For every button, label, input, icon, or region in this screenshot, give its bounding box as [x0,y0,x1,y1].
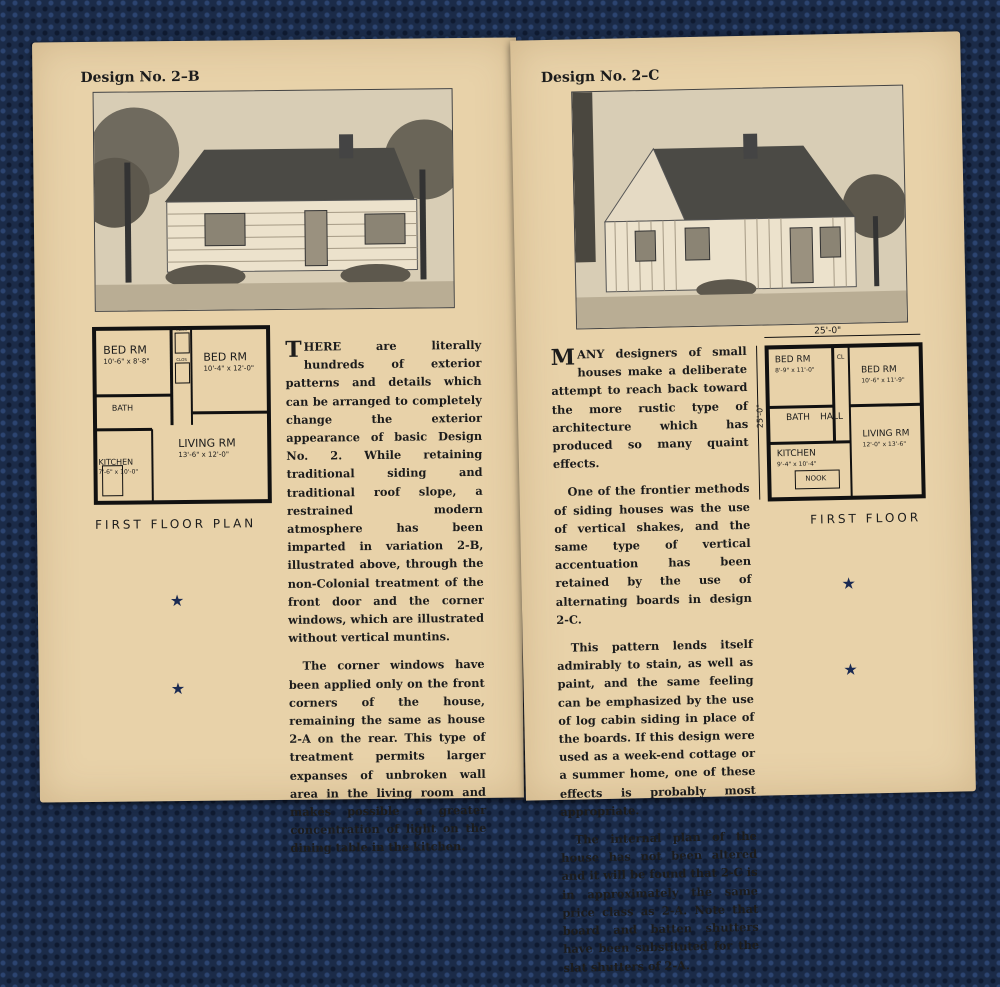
left-body-text [285,336,487,868]
house-2b-illustration [93,88,455,312]
plan-room-size: 10'-6" x 11'-9" [861,376,905,385]
star-ornament: ★ [170,678,186,699]
house-2c-illustration [571,85,908,330]
plan-room-label: BATH [111,403,134,413]
right-page-title: Design No. 2–C [540,67,660,87]
right-body-text [550,342,759,987]
plan-room-label: LIVING RM [178,436,236,451]
plan-room-label: NOOK [805,474,827,483]
plan-dimension: 25'-0" [814,325,842,337]
plan-room-size: 9'-4" x 10'-4" [776,460,817,469]
plan-caption: FIRST FLOOR [810,510,922,527]
plan-dimension: 25'-0" [755,404,765,429]
plan-room-label: KITCHEN [776,448,816,460]
star-ornament: ★ [841,573,857,593]
plan-room-size: 12'-0" x 13'-6" [862,440,907,449]
plan-room-size: 13'-6" x 12'-0" [178,450,230,460]
lead-word: HERE [303,339,342,354]
drop-cap: T [285,336,302,363]
plan-room-size: 7'-6" x 10'-0" [98,468,139,476]
star-ornament: ★ [169,590,185,611]
plan-room-size: 10'-6" x 8'-8" [103,357,150,366]
plan-room-label: BATH [785,412,811,424]
plan-room-label: HALL [819,411,844,423]
plan-room-size: 8'-9" x 11'-0" [774,366,815,375]
lead-word: ANY [576,346,605,362]
plan-caption: FIRST FLOOR PLAN [95,516,257,532]
paragraph: One of the frontier methods of siding houses was the use of vertical shakes, and the same type of vertical accentuation has been retained by the use of alternating boards in design 2-C. [553,481,752,627]
floor-plan-2b [91,324,273,506]
plan-room-label: BED RM [203,350,248,364]
paragraph [550,342,749,473]
plan-closet-label: CLOS [176,356,187,363]
plan-room-size: 10'-4" x 12'-0" [203,364,255,373]
plan-room-label: BED RM [103,343,147,357]
paragraph-text: designers of small houses make a deliberate attempt to reach back toward the more rustic type of architecture which has produced so many quaint effects. [551,343,749,472]
paragraph: The corner windows have been applied only on the front corners of the house, remaining the same as house 2-A on the rear. This type of treatment permits larger expanses of unbroken wall area in the living room and makes possible a greater concentration of light on the dining table in the kitchen. [288,657,487,856]
star-ornament: ★ [843,659,858,679]
paragraph: The internal plan of the house has not been altered and it will be found that 2-C is in approximately the same price class as 2-A. Note that board and batten shutters have been substituted for the slat shutters of 2-A. [561,828,760,975]
paragraph: This pattern lends itself admirably to stain, as well as paint, and the same feeling can be emphasized by the use of log cabin siding in place of the boards. If this design were used as a week-end cottage or a summer home, one of these effects is probably most appropriate. [557,636,756,819]
plan-room-label: KITCHEN [98,457,134,467]
left-page [32,37,524,856]
plan-closet-label: CL [836,353,845,362]
paragraph-text: are literally hundreds of exterior patterns and details which can be arranged to completely change the exterior appearance of basic Design No. 2. While retaining traditional siding and traditional roof slope, a restrained modern atmosphere has been imparted in variation 2-B, illustrated above, through the non-Colonial treatment of the front door and the corner windows, which are illustrated without vertical muntins. [285,337,485,646]
floor-plan-2c [752,325,928,508]
plan-room-label: LIVING RM [862,428,910,440]
plan-room-label: BED RM [774,354,811,366]
left-page-title: Design No. 2–B [80,68,200,87]
plan-room-label: BED RM [860,364,897,376]
paragraph [285,336,484,647]
plan-closet-label: CLOS [176,326,187,333]
right-page [510,31,976,975]
drop-cap: M [550,344,576,372]
